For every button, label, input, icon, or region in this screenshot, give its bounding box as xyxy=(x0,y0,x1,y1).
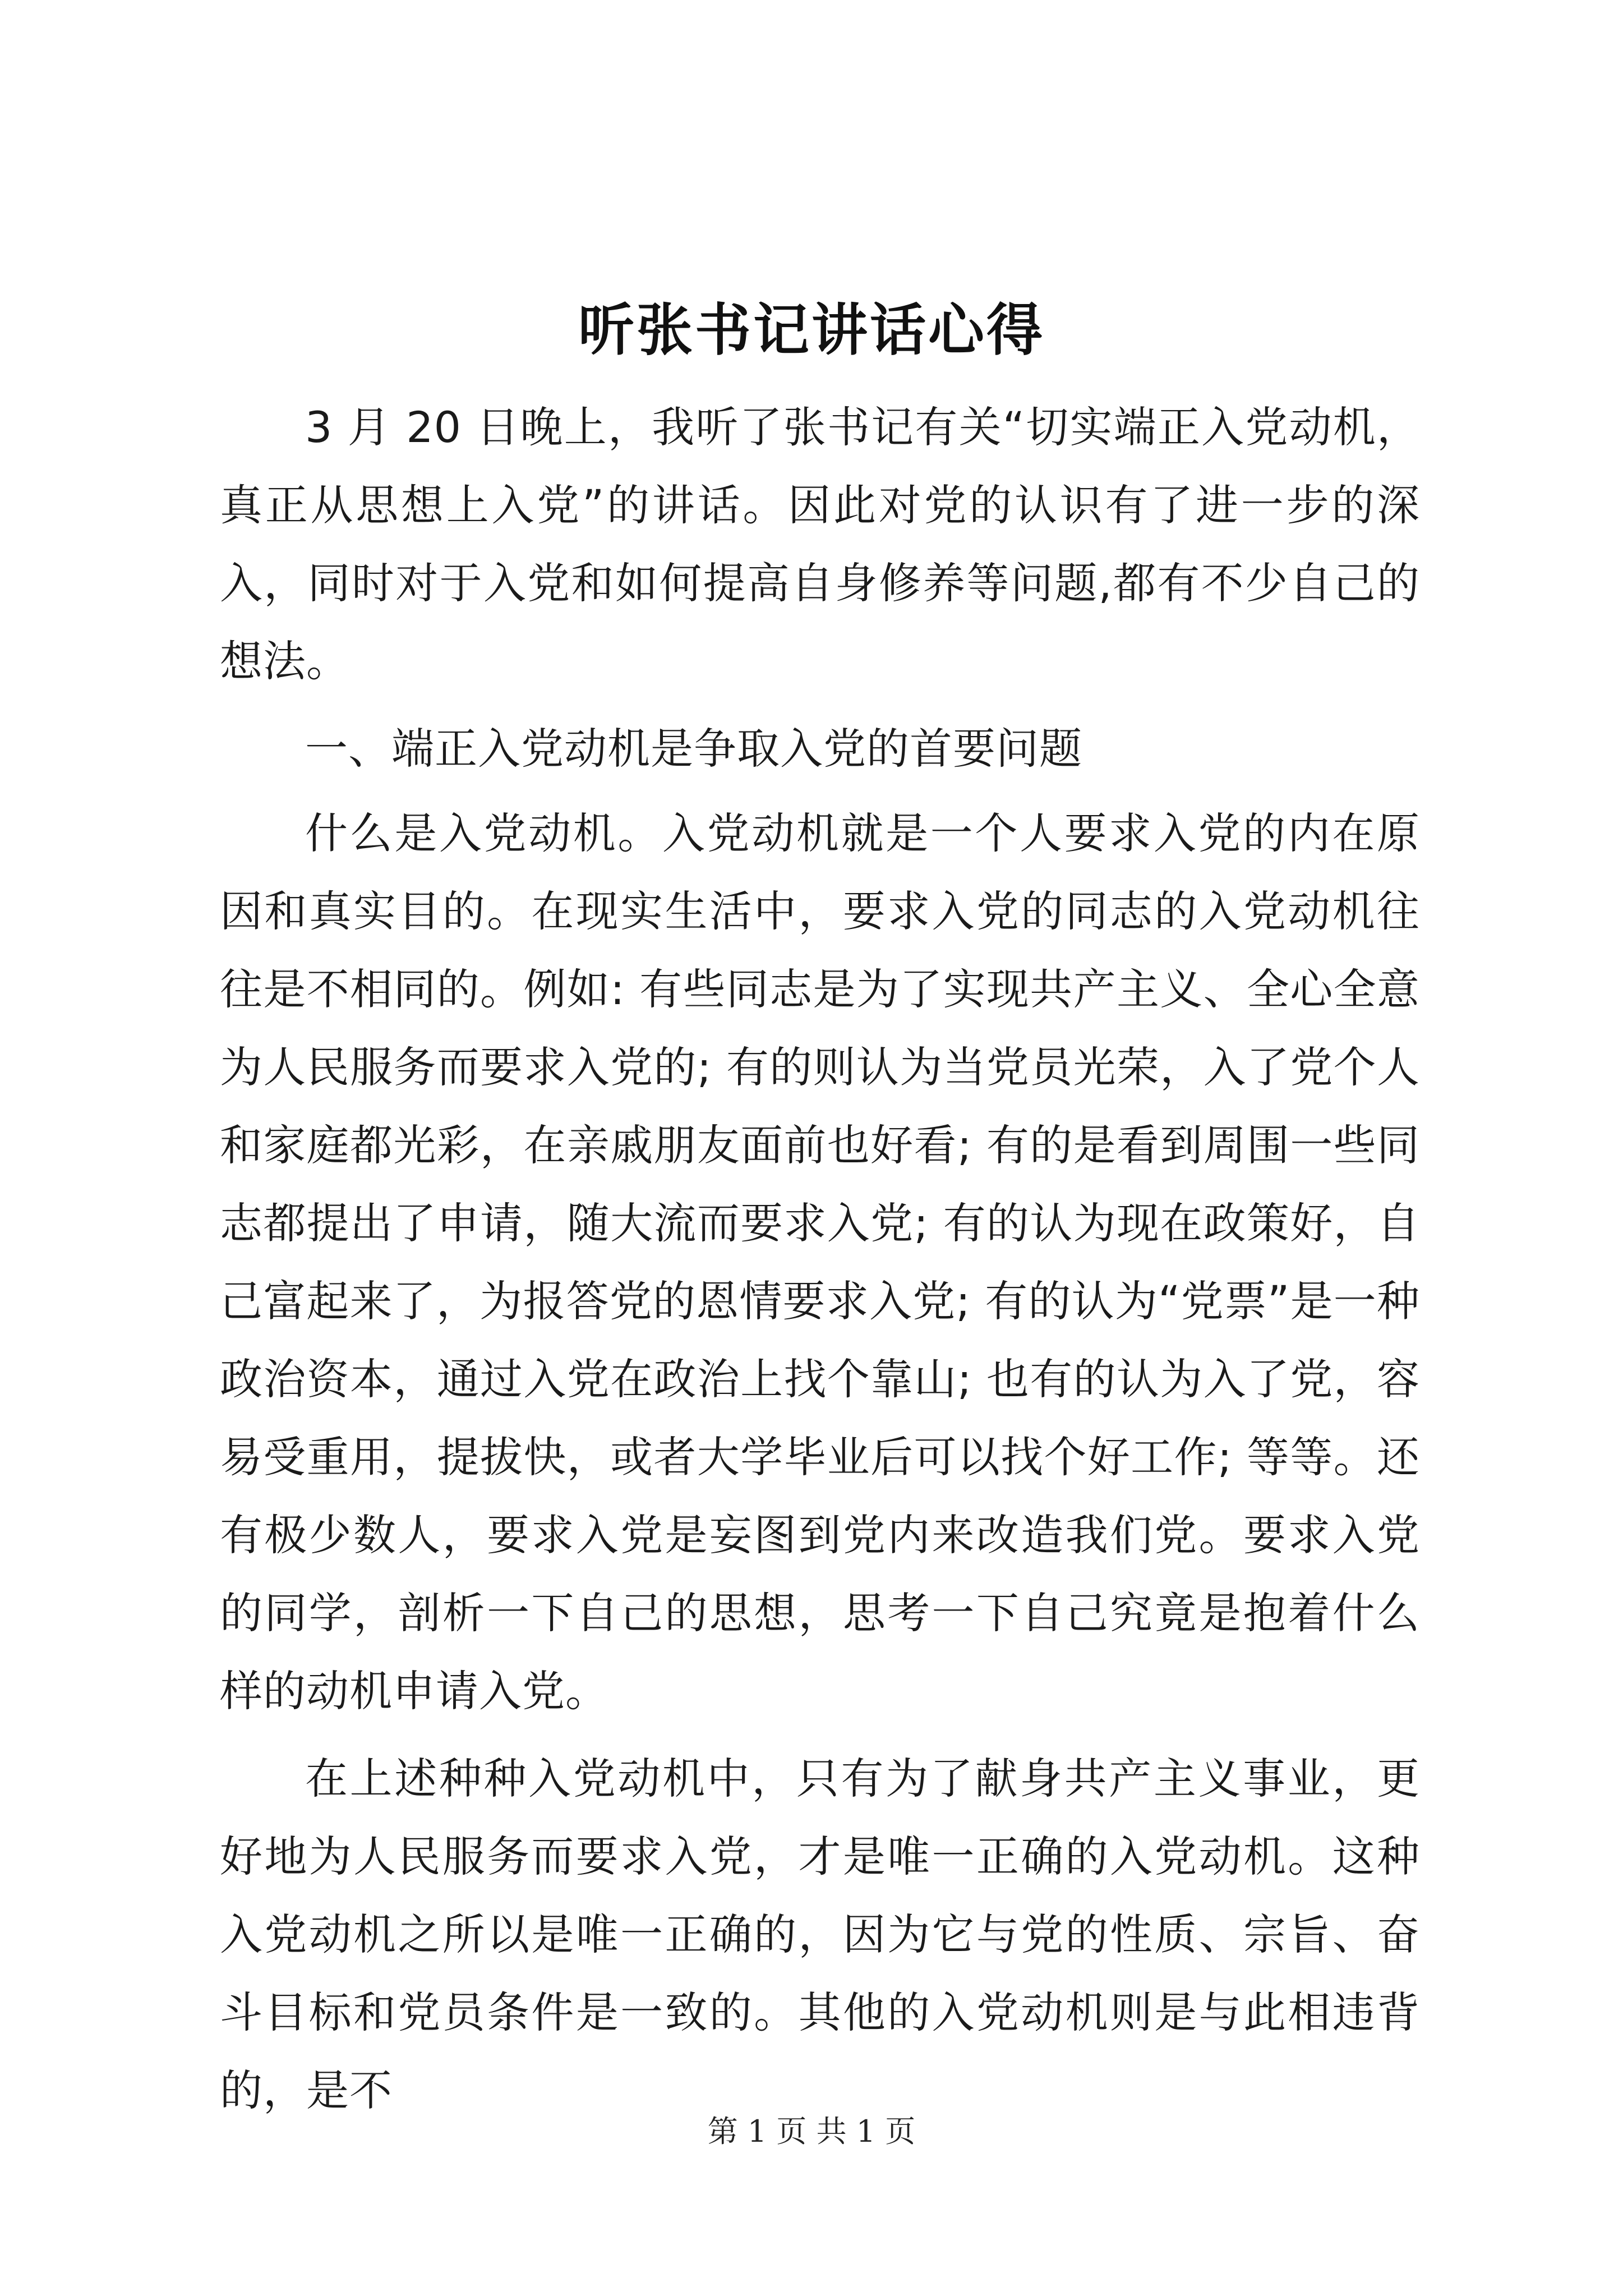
paragraph-correct-motive: 在上述种种入党动机中，只有为了献身共产主义事业，更好地为人民服务而要求入党，才是唯一正确的入党动机。这种入党动机之所以是唯一正确的，因为它与党的性质、宗旨、奋斗目标和党员条件是一致的。其他的入党动机则是与此相违背的，是不 xyxy=(220,1754,1420,2115)
page-title: 听张书记讲话心得 xyxy=(578,297,1045,363)
section-heading: 一、端正入党动机是争取入党的首要问题 xyxy=(305,724,1082,774)
page-footer: 第 1 页 共 1 页 xyxy=(707,2114,916,2149)
paragraph-intro: 3 月 20 日晚上，我听了张书记有关“切实端正入党动机，真正从思想上入党”的讲话。因此对党的认识有了进一步的深入，同时对于入党和如何提高自身修养等问题,都有不少自己的想法。 xyxy=(220,402,1420,686)
document-body xyxy=(220,388,1420,2139)
paragraph-motives: 什么是入党动机。入党动机就是一个人要求入党的内在原因和真实目的。在现实生活中，要求入党的同志的入党动机往往是不相同的。例如: 有些同志是为了实现共产主义、全心全意为人民服务而要求入党的; 有的则认为当党员光荣，入了党个人和家庭都光彩，在亲戚朋友面前也好看; 有的是看到周围一些同志都提出了申请，随大流而要求入党; 有的认为现在政策好，自己富起来了，为报答党的恩情要求入党; 有的认为“党票”是一种政治资本，通过入党在政治上找个靠山; 也有的认为入了党，容易受重用，提拔快，或者大学毕业后可以找个好工作; 等等。还有极少数人，要求入党是妄图到党内来改造我们党。要求入党的同学，剖析一下自己的思想，思考一下自己究竟是抱着什么样的动机申请入党。 xyxy=(220,808,1420,1716)
